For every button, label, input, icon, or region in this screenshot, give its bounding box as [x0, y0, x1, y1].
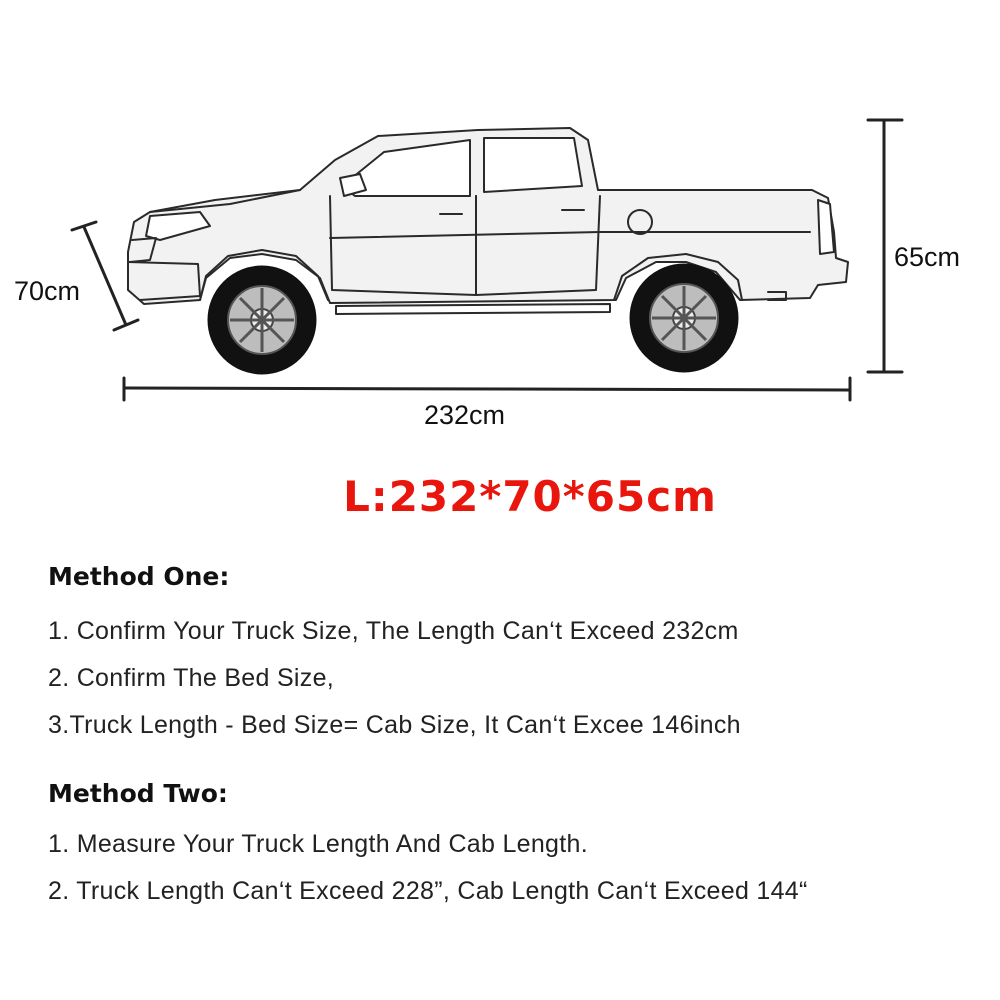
length-label: 232cm	[424, 400, 506, 430]
rear-wheel	[630, 264, 738, 372]
length-dimension-line	[124, 378, 850, 400]
size-title: L:232*70*65cm	[343, 472, 717, 521]
method-two-step-1: 1. Measure Your Truck Length And Cab Length.	[48, 830, 588, 858]
method-one-step-3: 3.Truck Length - Bed Size= Cab Size, It Can‘t Excee 146inch	[48, 711, 741, 739]
method-one-step-1: 1. Confirm Your Truck Size, The Length Can‘t Exceed 232cm	[48, 617, 739, 645]
width-label: 70cm	[14, 276, 81, 306]
truck-diagram	[0, 0, 1000, 440]
step-bar	[336, 304, 610, 314]
tail-light	[818, 200, 834, 254]
height-label: 65cm	[894, 242, 961, 272]
method-two-heading: Method Two:	[48, 779, 228, 808]
method-one-heading: Method One:	[48, 562, 230, 591]
method-one-step-2: 2. Confirm The Bed Size,	[48, 664, 335, 692]
method-two-step-2: 2. Truck Length Can‘t Exceed 228”, Cab Length Can‘t Exceed 144“	[48, 877, 808, 905]
rear-window	[484, 138, 582, 192]
front-wheel	[208, 266, 316, 374]
